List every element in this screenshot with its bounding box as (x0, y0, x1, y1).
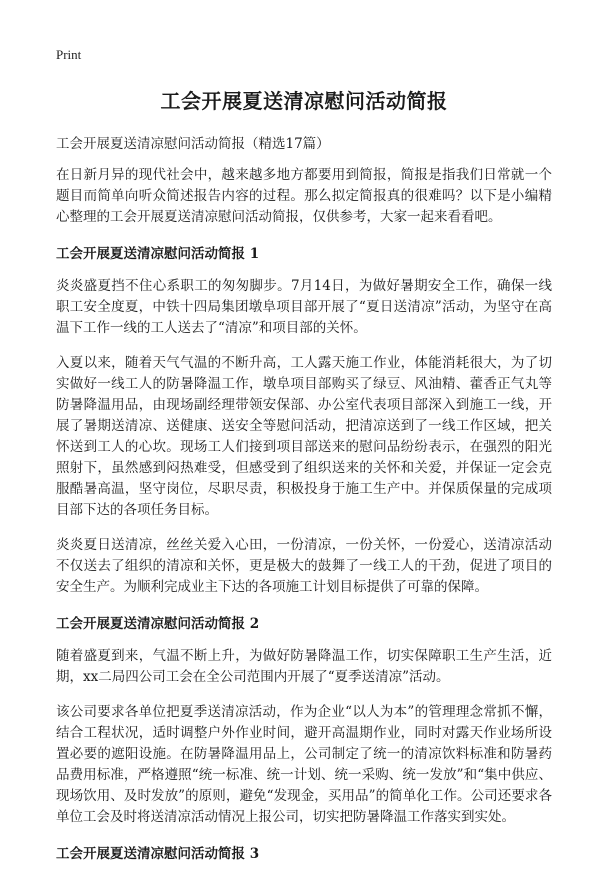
section-heading-1: 工会开展夏送清凉慰问活动简报 1 (56, 246, 260, 262)
section-heading-3: 工会开展夏送清凉慰问活动简报 3 (56, 846, 260, 862)
document-page (56, 44, 552, 876)
section-2-paragraph-2: 该公司要求各单位把夏季送清凉活动，作为企业“以人为本”的管理理念常抓不懈，结合工程状况，适时调整户外作业时间，避开高温期作业，同时对露天作业场所设置必要的遮阳设施。在防暑降温用品上，公司制定了统一的清凉饮料标准和防暑药品费用标准，严格遵照“统一标准、统一计划、统一采购、统一发放”和“集中供应、现场饮用、及时发放”的原则，避免“发现金，买用品”的简单化工作。公司还要求各单位工会及时将送清凉活动情况上报公司，切实把防暑降温工作落实到实处。 (56, 704, 552, 825)
section-1-paragraph-1: 炎炎盛夏挡不住心系职工的匆匆脚步。7月14日，为做好暑期安全工作，确保一线职工安全度夏，中铁十四局集团墩阜项目部开展了“夏日送清凉”活动，为坚守在高温下工作一线的工人送去了“清凉”和项目部的关怀。 (56, 278, 552, 336)
section-2-paragraph-1: 随着盛夏到来，气温不断上升，为做好防暑降温工作，切实保障职工生产生活，近期，xx二局四公司工会在全公司范围内开展了“夏季送清凉”活动。 (56, 648, 552, 685)
section-heading-2: 工会开展夏送清凉慰问活动简报 2 (56, 616, 260, 632)
print-link[interactable]: Print (56, 47, 82, 62)
section-1-paragraph-2: 入夏以来，随着天气气温的不断升高，工人露天施工作业，体能消耗很大，为了切实做好一线工人的防暑降温工作，墩阜项目部购买了绿豆、风油精、藿香正气丸等防暑降温用品，由现场副经理带领安保部、办公室代表项目部深入到施工一线，开展了暑期送清凉、送健康、送安全等慰问活动，把清凉送到了一线工作区域，把关怀送到工人的心坎。现场工人们接到项目部送来的慰问品纷纷表示，在强烈的阳光照射下，虽然感到闷热难受，但感受到了组织送来的关怀和关爱，并保证一定会克服酷暑高温，坚守岗位，尽职尽责，积极投身于施工生产中。并保质保量的完成项目部下达的各项任务目标。 (56, 355, 552, 518)
document-subtitle: 工会开展夏送清凉慰问活动简报（精选17篇） (56, 136, 330, 152)
section-1-paragraph-3: 炎炎夏日送清凉，丝丝关爱入心田，一份清凉，一份关怀，一份爱心，送清凉活动不仅送去了组织的清凉和关怀，更是极大的鼓舞了一线工人的干劲，促进了项目的安全生产。为顺利完成业主下达的各项施工计划目标提供了可靠的保障。 (56, 537, 552, 595)
intro-paragraph: 在日新月异的现代社会中，越来越多地方都要用到简报，简报是指我们日常就一个题目而简单向听众简述报告内容的过程。那么拟定简报真的很难吗？以下是小编精心整理的工会开展夏送清凉慰问活动简报，仅供参考，大家一起来看看吧。 (56, 167, 552, 225)
page-title: 工会开展夏送清凉慰问活动简报 (160, 89, 448, 113)
